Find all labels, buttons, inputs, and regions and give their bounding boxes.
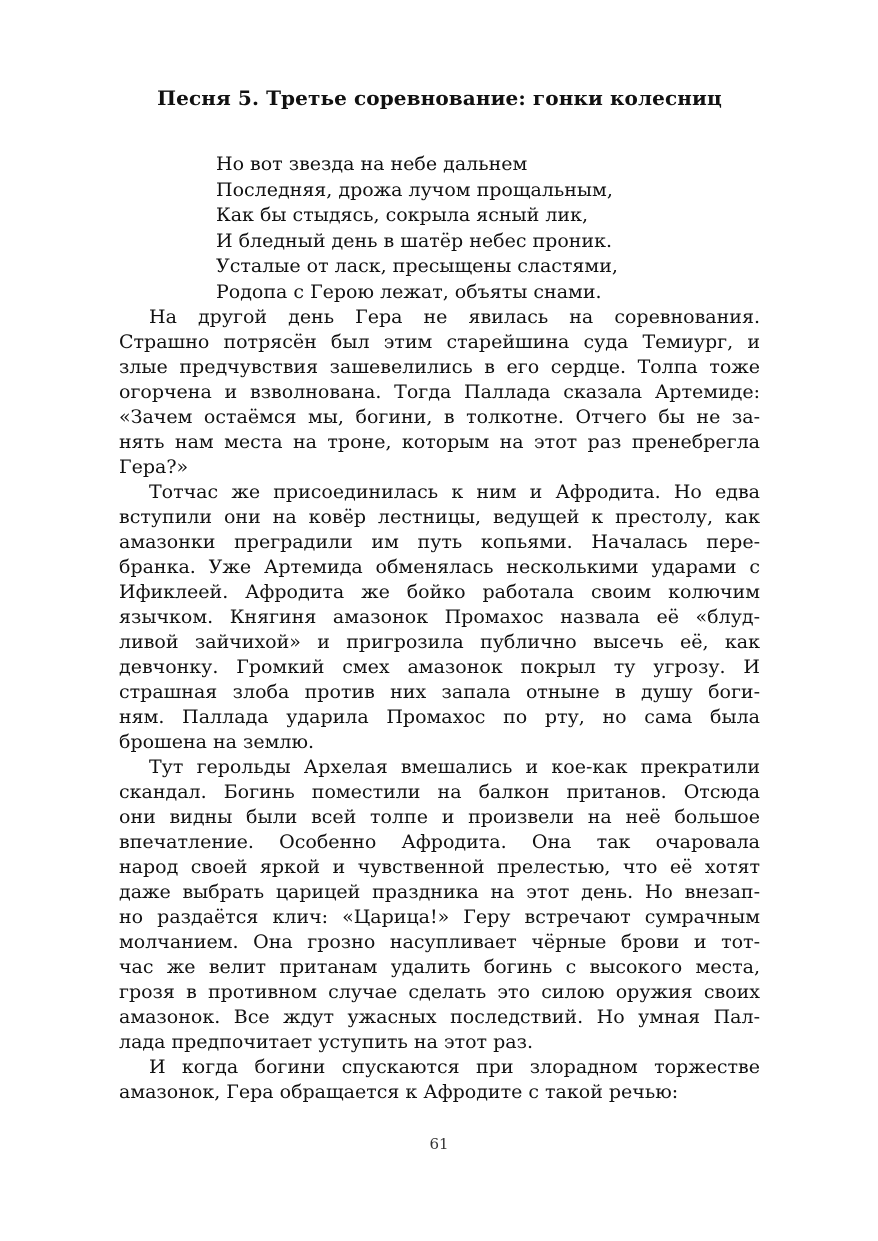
- poem-line: Усталые от ласк, пресыщены сластями,: [216, 255, 618, 277]
- text-line: грозя в противном случае сделать это силою оружия своих: [119, 981, 760, 1003]
- text-line: На другой день Гера не явилась на соревнования.: [149, 306, 760, 328]
- text-line: впечатление. Особенно Афродита. Она так очаровала: [119, 831, 760, 853]
- text-line: Ификлеей. Афродита же бойко работала своим колючим: [119, 581, 760, 603]
- paragraph: [119, 1055, 760, 1105]
- poem-line: И бледный день в шатёр небес проник.: [216, 229, 613, 252]
- text-line: молчанием. Она грозно насупливает чёрные брови и тот-: [119, 931, 760, 953]
- text-line: бранка. Уже Артемида обменялась несколькими ударами с: [119, 556, 760, 578]
- page-body: [119, 84, 760, 1105]
- poem-line: Но вот звезда на небе дальнем: [216, 153, 528, 175]
- text-line: лада предпочитает уступить на этот раз.: [119, 1031, 533, 1053]
- text-line: злые предчувствия зашевелились в его сердце. Толпа тоже: [119, 356, 760, 378]
- text-line: страшная злоба против них запала отныне в душу боги-: [119, 681, 760, 703]
- text-line: амазонок. Все ждут ужасных последствий. Но умная Пал-: [119, 1006, 760, 1028]
- text-line: И когда богини спускаются при злорадном торжестве: [149, 1056, 760, 1078]
- text-line: «Зачем остаёмся мы, богини, в толкотне. Отчего бы не за-: [119, 406, 760, 428]
- paragraph: [119, 305, 760, 480]
- text-line: амазонок, Гера обращается к Афродите с такой речью:: [119, 1081, 679, 1103]
- text-line: Тотчас же присоединилась к ним и Афродита. Но едва: [149, 481, 760, 503]
- text-line: огорчена и взволнована. Тогда Паллада сказала Артемиде:: [119, 381, 760, 403]
- chapter-title: Песня 5. Третье соревнование: гонки колесниц: [157, 86, 722, 110]
- text-line: скандал. Богинь поместили на балкон пританов. Отсюда: [119, 781, 760, 803]
- paragraph: [119, 480, 760, 755]
- text-line: брошена на землю.: [119, 731, 315, 753]
- text-line: Страшно потрясён был этим старейшина суда Темиург, и: [119, 331, 760, 353]
- text-line: Тут герольды Архелая вмешались и кое-как прекратили: [149, 756, 760, 778]
- text-line: Гера?»: [119, 456, 189, 478]
- text-line: ливой зайчихой» и пригрозила публично высечь её, как: [119, 631, 760, 653]
- poem-stanza: [216, 152, 760, 305]
- text-line: они видны были всей толпе и произвели на неё большое: [119, 806, 760, 828]
- text-line: вступили они на ковёр лестницы, ведущей к престолу, как: [119, 506, 760, 528]
- paragraph: [119, 755, 760, 1055]
- text-line: нять нам места на троне, которым на этот раз пренебрегла: [119, 431, 760, 453]
- text-line: ням. Паллада ударила Промахос по рту, но сама была: [119, 706, 760, 728]
- poem-line: Родопа с Герою лежат, объяты снами.: [216, 280, 602, 303]
- page-number: 61: [429, 1135, 449, 1153]
- text-line: девчонку. Громкий смех амазонок покрыл ту угрозу. И: [119, 656, 760, 678]
- poem-line: Как бы стыдясь, сокрыла ясный лик,: [216, 204, 589, 226]
- text-line: даже выбрать царицей праздника на этот день. Но внезап-: [119, 881, 760, 903]
- text-line: амазонки преградили им путь копьями. Началась пере-: [119, 531, 760, 553]
- prose-text: [119, 305, 760, 1105]
- poem-line: Последняя, дрожа лучом прощальным,: [216, 178, 613, 201]
- text-line: час же велит пританам удалить богинь с высокого места,: [119, 956, 760, 978]
- text-line: народ своей яркой и чувственной прелестью, что её хотят: [119, 856, 760, 878]
- text-line: язычком. Княгиня амазонок Промахос назвала её «блуд-: [119, 606, 760, 628]
- text-line: но раздаётся клич: «Царица!» Геру встречают сумрачным: [119, 906, 760, 928]
